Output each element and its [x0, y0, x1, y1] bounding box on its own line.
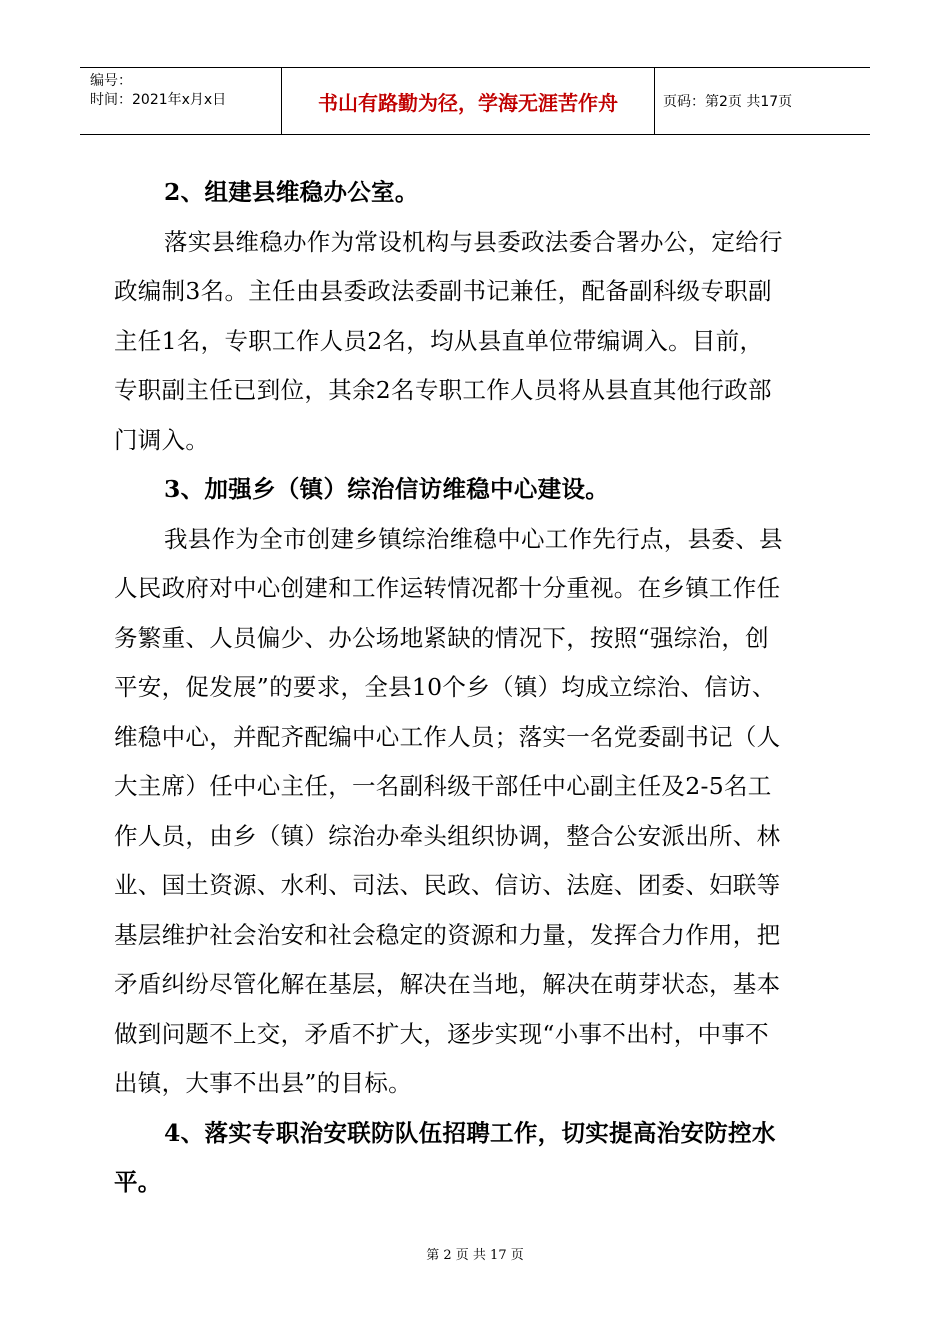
document-body	[114, 168, 854, 1208]
header-motto: 书山有路勤为径，学海无涯苦作舟	[318, 90, 618, 115]
paragraph-line: 政编制3名。主任由县委政法委副书记兼任，配备副科级专职副	[114, 277, 772, 305]
paragraph-line: 业、国土资源、水利、司法、民政、信访、法庭、团委、妇联等	[114, 871, 781, 899]
paragraph-line: 平安，促发展”的要求，全县10个乡（镇）均成立综治、信访、	[114, 673, 776, 701]
paragraph-line: 主任1名，专职工作人员2名，均从县直单位带编调入。目前，	[114, 326, 764, 355]
paragraph-line: 专职副主任已到位，其余2名专职工作人员将从县直其他行政部	[114, 376, 772, 404]
header-motto-cell	[282, 68, 655, 134]
serial-label: 编号：	[90, 73, 132, 89]
paragraph-line: 基层维护社会治安和社会稳定的资源和力量，发挥合力作用，把	[114, 920, 781, 949]
paragraph-line: 作人员，由乡（镇）综治办牵头组织协调，整合公安派出所、林	[114, 821, 781, 850]
header-page-cell	[655, 68, 870, 134]
paragraph-line: 我县作为全市创建乡镇综治维稳中心工作先行点，县委、县	[164, 524, 783, 553]
paragraph-line: 务繁重、人员偏少、办公场地紧缺的情况下，按照“强综治，创	[114, 623, 769, 652]
paragraph-line: 人民政府对中心创建和工作运转情况都十分重视。在乡镇工作任	[114, 574, 781, 602]
paragraph-line: 大主席）任中心主任，一名副科级干部任中心副主任及2-5名工	[114, 772, 772, 800]
section-heading-line: 2、组建县维稳办公室。	[164, 178, 419, 206]
paragraph-line: 门调入。	[114, 425, 210, 454]
paragraph-line: 维稳中心，并配齐配编中心工作人员；落实一名党委副书记（人	[114, 722, 781, 751]
date-label: 时间：2021年x月x日	[90, 92, 227, 108]
page-footer: 第 2 页 共 17 页	[426, 1248, 524, 1263]
paragraph-line: 矛盾纠纷尽管化解在基层，解决在当地，解决在萌芽状态，基本	[114, 970, 781, 998]
header-page-info: 页码：第2页 共17页	[663, 94, 793, 110]
header-meta-cell	[80, 68, 282, 134]
section-heading-line: 3、加强乡（镇）综治信访维稳中心建设。	[164, 475, 610, 503]
paragraph-line: 出镇，大事不出县”的目标。	[114, 1069, 412, 1097]
section-heading-line: 平。	[114, 1168, 162, 1196]
section-heading-line: 4、落实专职治安联防队伍招聘工作，切实提高治安防控水	[164, 1118, 776, 1147]
paragraph-line: 落实县维稳办作为常设机构与县委政法委合署办公，定给行	[164, 227, 783, 256]
paragraph-line: 做到问题不上交，矛盾不扩大，逐步实现“小事不出村，中事不	[114, 1019, 769, 1048]
header-table	[80, 67, 870, 135]
